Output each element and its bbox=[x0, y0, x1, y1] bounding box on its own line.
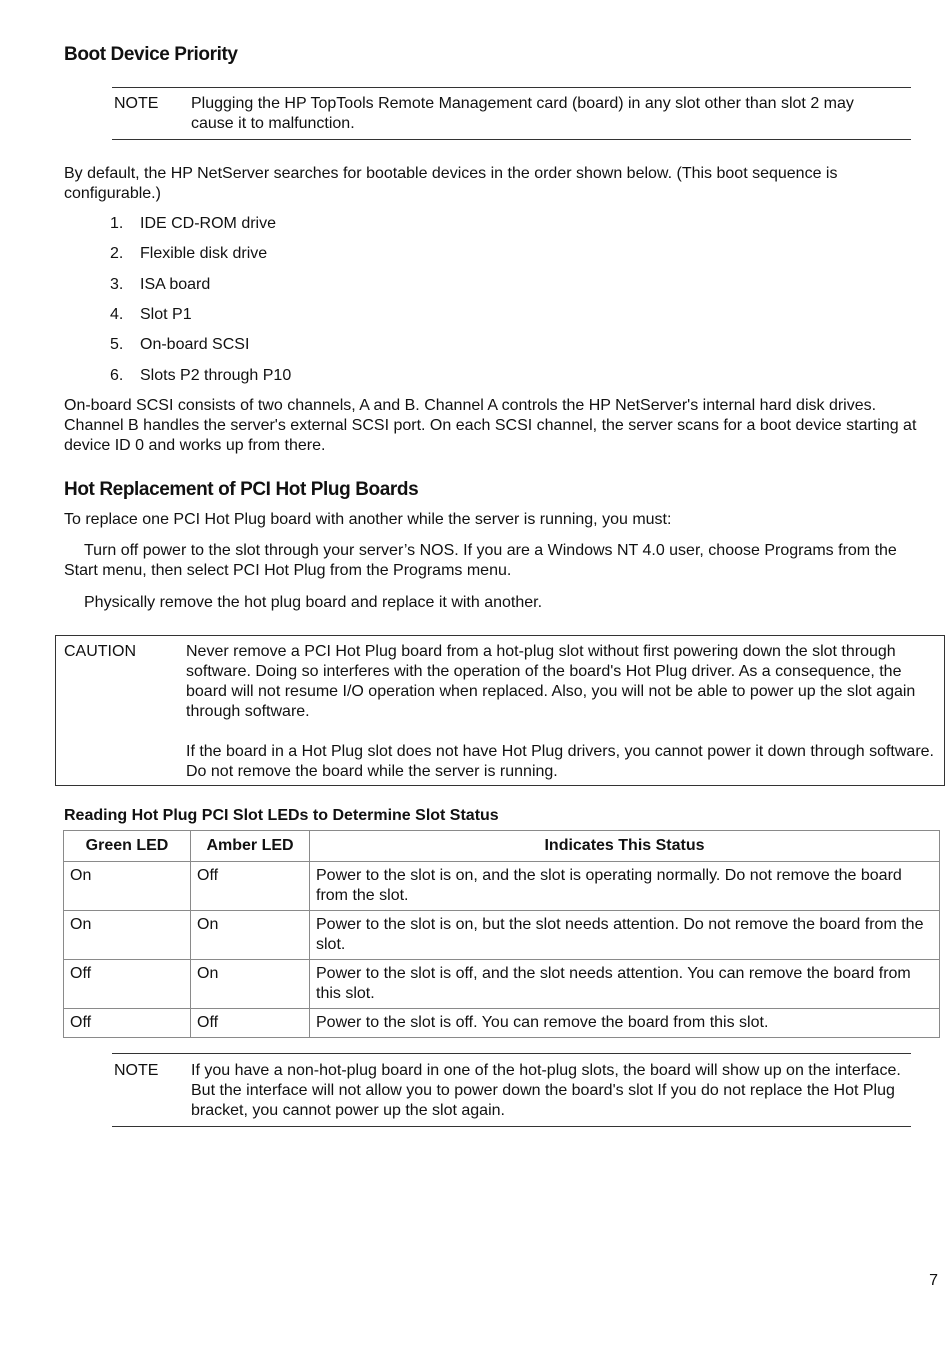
table-row bbox=[64, 862, 940, 911]
table-row bbox=[64, 1009, 940, 1038]
header-status: Indicates This Status bbox=[310, 831, 940, 862]
caution-box bbox=[55, 635, 945, 786]
note-toptools bbox=[112, 87, 911, 140]
note-text: Plugging the HP TopTools Remote Management card (board) in any slot other than slot 2 may cause it to malfunction. bbox=[191, 95, 854, 132]
list-number: 1. bbox=[110, 215, 124, 232]
list-label: Slot P1 bbox=[140, 306, 192, 323]
caution-text bbox=[186, 642, 934, 782]
cell-green: On bbox=[64, 911, 191, 960]
led-status-table bbox=[63, 830, 940, 1038]
hot-step-2: Physically remove the hot plug board and replace it with another. bbox=[84, 594, 543, 611]
hot-intro-paragraph: To replace one PCI Hot Plug board with another while the server is running, you must: bbox=[64, 511, 672, 528]
list-number: 3. bbox=[110, 276, 124, 293]
table-row bbox=[64, 960, 940, 1009]
header-green-led: Green LED bbox=[64, 831, 191, 862]
list-label: ISA board bbox=[140, 276, 211, 293]
cell-green: Off bbox=[64, 960, 191, 1009]
cell-status: Power to the slot is on, but the slot needs attention. Do not remove the board from the slot. bbox=[310, 911, 940, 960]
caution-paragraph-2: If the board in a Hot Plug slot does not have Hot Plug drivers, you cannot power it down through software. Do not remove the board while the server is running. bbox=[186, 743, 934, 780]
table-caption: Reading Hot Plug PCI Slot LEDs to Determine Slot Status bbox=[64, 807, 499, 824]
note-label: NOTE bbox=[114, 95, 159, 112]
cell-amber: Off bbox=[191, 862, 310, 911]
list-item bbox=[110, 275, 210, 295]
list-label: IDE CD-ROM drive bbox=[140, 215, 277, 232]
cell-amber: On bbox=[191, 960, 310, 1009]
boot-intro-paragraph: By default, the HP NetServer searches for bootable devices in the order shown below. (This boot sequence is configurable.) bbox=[64, 165, 838, 202]
scsi-paragraph: On-board SCSI consists of two channels, A and B. Channel A controls the HP NetServer's internal hard disk drives. Channel B handles the server's external SCSI port. On each SCSI channel, the server scans for a boot device starting at device ID 0 and works up from there. bbox=[64, 397, 917, 454]
caution-paragraph-1: Never remove a PCI Hot Plug board from a hot-plug slot without first powering down the slot through software. Doing so interferes with the operation of the board's Hot Plug driver. As a consequence, the board will not resume I/O operation when replaced. Also, you will not be able to power up the slot again through software. bbox=[186, 643, 916, 720]
page-number: 7 bbox=[929, 1272, 938, 1289]
cell-status: Power to the slot is off, and the slot needs attention. You can remove the board from this slot. bbox=[310, 960, 940, 1009]
list-label: Slots P2 through P10 bbox=[140, 367, 292, 384]
cell-status: Power to the slot is on, and the slot is operating normally. Do not remove the board from the slot. bbox=[310, 862, 940, 911]
cell-green: On bbox=[64, 862, 191, 911]
table-header-row bbox=[64, 831, 940, 862]
list-item bbox=[110, 214, 276, 234]
caution-label: CAUTION bbox=[64, 643, 136, 660]
list-label: On-board SCSI bbox=[140, 336, 250, 353]
list-item bbox=[110, 305, 192, 325]
list-number: 4. bbox=[110, 306, 124, 323]
section-title-hot-replacement: Hot Replacement of PCI Hot Plug Boards bbox=[64, 479, 419, 500]
note-non-hot-plug bbox=[112, 1053, 911, 1127]
table-row bbox=[64, 911, 940, 960]
cell-amber: Off bbox=[191, 1009, 310, 1038]
list-label: Flexible disk drive bbox=[140, 245, 268, 262]
hot-step-1: Turn off power to the slot through your server’s NOS. If you are a Windows NT 4.0 user, choose Programs from the Start menu, then select PCI Hot Plug from the Programs menu. bbox=[64, 542, 897, 579]
note-text: If you have a non-hot-plug board in one of the hot-plug slots, the board will show up on the interface. But the interface will not allow you to power down the board's slot If you do not replace the Hot Plug bracket, you cannot power up the slot again. bbox=[191, 1062, 901, 1119]
list-number: 2. bbox=[110, 245, 124, 262]
cell-status: Power to the slot is off. You can remove the board from this slot. bbox=[310, 1009, 940, 1038]
note-label: NOTE bbox=[114, 1062, 159, 1079]
list-number: 5. bbox=[110, 336, 124, 353]
section-title-boot-priority: Boot Device Priority bbox=[64, 44, 238, 65]
list-item bbox=[110, 335, 249, 355]
list-item bbox=[110, 244, 267, 264]
cell-green: Off bbox=[64, 1009, 191, 1038]
cell-amber: On bbox=[191, 911, 310, 960]
list-item bbox=[110, 366, 291, 386]
list-number: 6. bbox=[110, 367, 124, 384]
header-amber-led: Amber LED bbox=[191, 831, 310, 862]
